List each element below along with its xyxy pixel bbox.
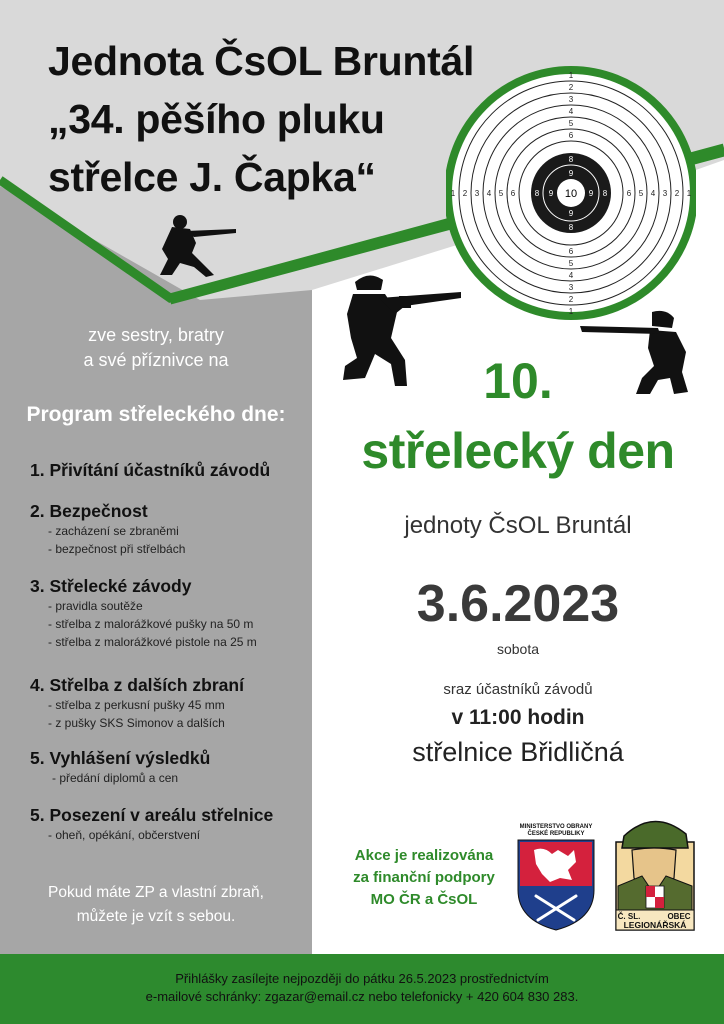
- event-date: 3.6.2023: [416, 575, 620, 633]
- target-ring-number: 3: [568, 95, 574, 104]
- program-item-title: 5. Posezení v areálu střelnice: [30, 805, 274, 825]
- target-ring-number: 5: [568, 259, 574, 268]
- target-ring-number: 8: [534, 189, 540, 198]
- program-item-sub: - z pušky SKS Simonov a dalších: [48, 716, 225, 730]
- target-ring-number: 6: [626, 189, 632, 198]
- target-ring-number: 4: [568, 271, 574, 280]
- csol-logo-bottom-text: LEGIONÁŘSKÁ: [623, 920, 687, 930]
- target-ring-number: 9: [568, 169, 574, 178]
- target-ring-number: 2: [568, 295, 574, 304]
- target-ring-number: 4: [650, 189, 656, 198]
- org-title-line1: Jednota ČsOL Bruntál: [48, 38, 475, 84]
- target-ring-number: 7: [614, 189, 620, 198]
- org-title-line2: „34. pěšího pluku: [48, 96, 385, 142]
- target-ring-number: 7: [568, 235, 574, 244]
- footer-line2: e-mailové schránky: zgazar@email.cz nebo telefonicky + 420 604 830 283.: [145, 989, 579, 1004]
- target-center-number: 10: [564, 188, 578, 200]
- shooting-target: [446, 63, 696, 323]
- program-item-1: [30, 459, 310, 481]
- target-ring-number: 9: [588, 189, 594, 198]
- csol-logo-right-text: OBEC: [667, 912, 691, 921]
- program-item-4: [30, 674, 310, 732]
- program-item-sub: - zacházení se zbraněmi: [48, 524, 179, 538]
- zp-note-line2: můžete je vzít s sebou.: [76, 908, 236, 925]
- kneeling-soldier-small-icon: [150, 213, 240, 279]
- ministry-of-defence-logo: [514, 820, 598, 932]
- program-item-title: 2. Bezpečnost: [30, 501, 148, 521]
- csol-logo-left-text: Č. SL.: [617, 912, 641, 921]
- program-item-title: 5. Vyhlášení výsledků: [30, 748, 211, 768]
- program-item-title: 4. Střelba z dalších zbraní: [30, 675, 244, 695]
- target-ring-number: 4: [568, 107, 574, 116]
- target-ring-number: 3: [662, 189, 668, 198]
- target-ring-number: 6: [510, 189, 516, 198]
- target-ring-number: 5: [498, 189, 504, 198]
- target-ring-number: 6: [568, 131, 574, 140]
- target-ring-number: 5: [638, 189, 644, 198]
- target-ring-number: 9: [548, 189, 554, 198]
- target-ring-number: 6: [568, 247, 574, 256]
- program-item-3: [30, 575, 310, 651]
- target-ring-number: 4: [486, 189, 492, 198]
- target-ring-number: 9: [568, 209, 574, 218]
- target-ring-number: 2: [462, 189, 468, 198]
- program-item-title: 3. Střelecké závody: [30, 576, 192, 596]
- target-ring-number: 8: [568, 223, 574, 232]
- event-weekday: sobota: [496, 641, 540, 657]
- invite-line1: zve sestry, bratry: [88, 325, 224, 345]
- event-name: střelecký den: [361, 423, 675, 479]
- event-time: v 11:00 hodin: [451, 706, 585, 729]
- target-ring-number: 1: [568, 307, 574, 316]
- program-item-sub: - střelba z malorážkové pušky na 50 m: [48, 617, 254, 631]
- support-line2: za finanční podpory: [353, 869, 495, 886]
- event-organizer: jednoty ČsOL Bruntál: [404, 512, 632, 539]
- program-item-sub: - předání diplomů a cen: [52, 771, 179, 785]
- mo-logo-line1: MINISTERSTVO OBRANY: [519, 824, 593, 830]
- target-ring-number: 8: [602, 189, 608, 198]
- invite-line2: a své příznivce na: [83, 350, 229, 370]
- mo-logo-line2: ČESKÉ REPUBLIKY: [527, 831, 585, 837]
- program-item-sub: - oheň, opékání, občerstvení: [48, 828, 201, 842]
- program-item-6: [30, 804, 310, 844]
- program-item-sub: - střelba z perkusní pušky 45 mm: [48, 698, 225, 712]
- target-ring-number: 2: [674, 189, 680, 198]
- event-number: 10.: [483, 353, 553, 409]
- target-ring-number: 3: [568, 283, 574, 292]
- event-place: střelnice Břidličná: [412, 737, 624, 767]
- support-line3: MO ČR a ČsOL: [370, 891, 478, 908]
- target-ring-number: 1: [568, 71, 574, 80]
- program-heading: Program střeleckého dne:: [26, 403, 286, 426]
- program-item-sub: - střelba z malorážkové pistole na 25 m: [48, 635, 257, 649]
- target-ring-number: 8: [568, 155, 574, 164]
- program-item-title: 1. Přivítání účastníků závodů: [30, 460, 271, 480]
- footer-line1: Přihlášky zasílejte nejpozději do pátku 26.5.2023 prostřednictvím: [175, 971, 549, 986]
- target-ring-number: 1: [686, 189, 692, 198]
- program-item-5: [30, 747, 310, 787]
- target-ring-number: 1: [450, 189, 456, 198]
- event-meet: sraz účastníků závodů: [443, 681, 593, 698]
- org-title-line3: střelce J. Čapka“: [48, 154, 376, 200]
- target-ring-number: 7: [522, 189, 528, 198]
- support-line1: Akce je realizována: [354, 847, 494, 864]
- program-item-sub: - pravidla soutěže: [48, 599, 143, 613]
- program-item-sub: - bezpečnost při střelbách: [48, 542, 186, 556]
- target-ring-number: 3: [474, 189, 480, 198]
- support-note: [336, 845, 512, 911]
- program-item-2: [30, 500, 310, 558]
- target-ring-number: 5: [568, 119, 574, 128]
- zp-note-line1: Pokud máte ZP a vlastní zbraň,: [48, 884, 264, 901]
- target-ring-number: 7: [568, 143, 574, 152]
- target-ring-number: 2: [568, 83, 574, 92]
- csol-legion-logo: [612, 812, 698, 934]
